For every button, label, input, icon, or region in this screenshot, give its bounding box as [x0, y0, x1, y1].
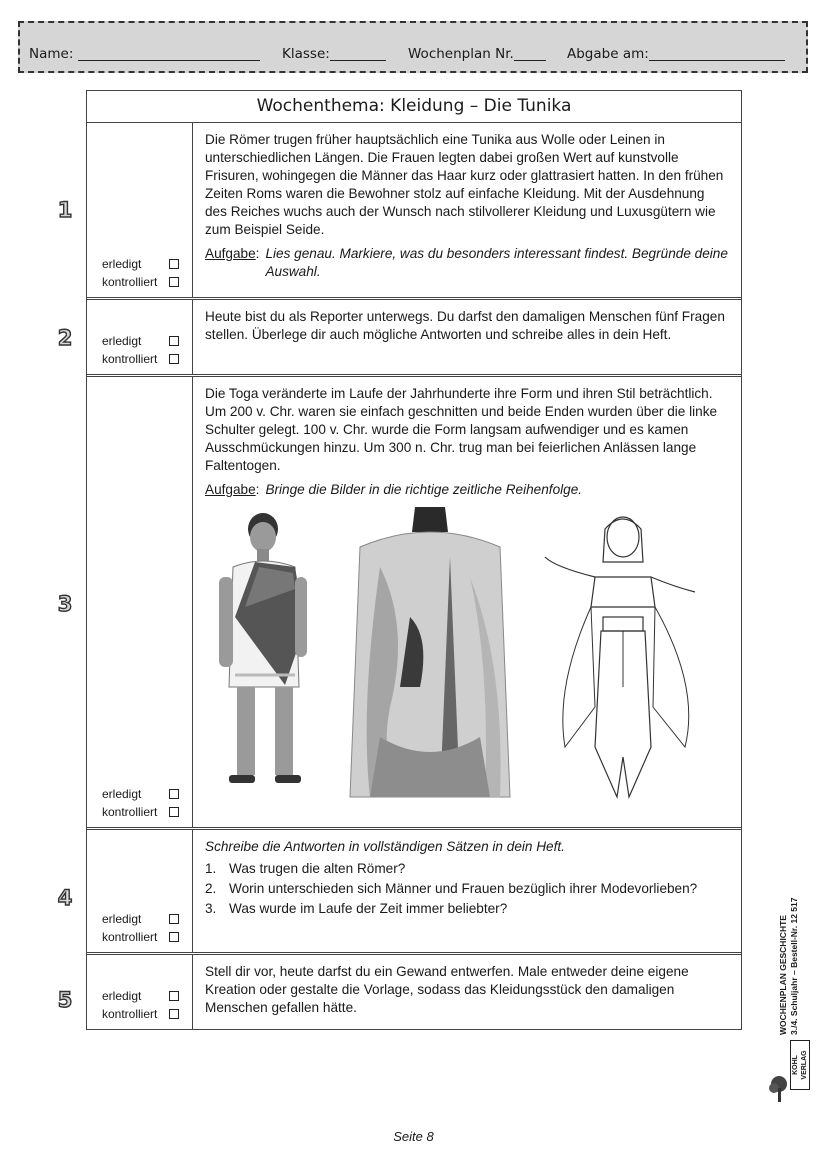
checked-checkbox[interactable] [169, 932, 179, 942]
task-text: Die Toga veränderte im Laufe der Jahrhunderte ihre Form und ihren Stil beträchtlich. Um 200 v. Chr. waren sie einfach geschnitten und beide Enden wurden über die linke Schulter gelegt. 100 v. Chr. wurde die Form langsam aufwendiger und es kamen Ausschmückungen hinzu. Um 300 n. Chr. trug man bei feierlichen Anlässen lange Faltentogen. [205, 386, 718, 473]
task-assignment: Aufgabe : Bringe die Bilder in die richtige zeitliche Reihenfolge. [205, 482, 583, 497]
draped-toga-image [340, 507, 520, 807]
due-date-field[interactable] [649, 60, 785, 61]
checked-checkbox[interactable] [169, 1009, 179, 1019]
side-info [758, 845, 818, 1035]
page-number: Seite 8 [393, 1129, 434, 1144]
publisher-logo [768, 1040, 808, 1105]
egyptian-woman-image [535, 507, 715, 807]
checked-label: kontrolliert [102, 805, 158, 819]
class-label: Klasse: [282, 46, 330, 62]
checked-label: kontrolliert [102, 352, 158, 366]
task-row-4 [87, 827, 741, 952]
publisher-name: KOHL VERLAG [790, 1040, 810, 1090]
plan-number-label: Wochenplan Nr. [408, 46, 514, 62]
row-number-1: 1 [57, 198, 73, 222]
done-checkbox[interactable] [169, 336, 179, 346]
checked-checkbox[interactable] [169, 354, 179, 364]
order-number: 3./4. Schuljahr – Bestell-Nr. 12 517 [789, 897, 799, 1035]
checked-label: kontrolliert [102, 275, 158, 289]
status-checkboxes [102, 785, 179, 821]
task-row-1 [87, 123, 741, 297]
task-row-5 [87, 952, 741, 1029]
status-cell [87, 955, 193, 1029]
task-content [193, 377, 741, 827]
row-number-5: 5 [57, 988, 73, 1012]
done-checkbox[interactable] [169, 259, 179, 269]
name-label: Name: [29, 46, 74, 62]
task-label: Aufgabe [205, 246, 256, 261]
status-cell [87, 300, 193, 374]
done-label: erledigt [102, 989, 142, 1003]
status-checkboxes [102, 987, 179, 1023]
done-checkbox[interactable] [169, 914, 179, 924]
task-row-3 [87, 374, 741, 827]
status-checkboxes [102, 910, 179, 946]
done-label: erledigt [102, 257, 142, 271]
task-assignment: Aufgabe : Lies genau. Markiere, was du besonders interessant findest. Begründe deine Auswahl. [205, 246, 728, 279]
status-cell [87, 123, 193, 297]
name-field[interactable] [78, 60, 260, 61]
checked-checkbox[interactable] [169, 277, 179, 287]
toga-images [205, 507, 729, 807]
question-list [205, 860, 729, 918]
checked-label: kontrolliert [102, 930, 158, 944]
list-item: 1. Was trugen die alten Römer? [205, 861, 406, 876]
list-item: 3. Was wurde im Laufe der Zeit immer beliebter? [205, 901, 508, 916]
task-content [193, 123, 741, 297]
header-bar [18, 21, 808, 73]
row-number-4: 4 [57, 886, 73, 910]
done-checkbox[interactable] [169, 789, 179, 799]
plan-title: Wochenthema: Kleidung – Die Tunika [87, 91, 741, 123]
task-instruction: Lies genau. Markiere, was du besonders interessant findest. Begründe deine Auswahl. [265, 246, 728, 279]
done-label: erledigt [102, 334, 142, 348]
side-info-text [778, 845, 800, 1035]
status-checkboxes [102, 332, 179, 368]
task-text: Stell dir vor, heute darfst du ein Gewand entwerfen. Male entweder deine eigene Kreation oder gestalte die Vorlage, sodass das Kleidungsstück den damaligen Menschen gefallen hätte. [205, 964, 689, 1015]
task-content [193, 955, 741, 1029]
task-instruction: Schreibe die Antworten in vollständigen Sätzen in dein Heft. [205, 839, 565, 854]
status-cell [87, 377, 193, 827]
roman-man-image [215, 507, 325, 807]
status-cell [87, 830, 193, 952]
series-title: WOCHENPLAN GESCHICHTE [778, 915, 788, 1035]
plan-number-field[interactable] [514, 60, 546, 61]
task-text: Heute bist du als Reporter unterwegs. Du darfst den damaligen Menschen fünf Fragen stellen. Überlege dir auch mögliche Antworten und schreibe alles in dein Heft. [205, 309, 725, 342]
task-row-2 [87, 297, 741, 374]
task-content [193, 830, 741, 952]
class-field[interactable] [330, 60, 386, 61]
done-label: erledigt [102, 912, 142, 926]
row-number-3: 3 [57, 592, 73, 616]
task-content [193, 300, 741, 374]
list-item: 2. Worin unterschieden sich Männer und Frauen bezüglich ihrer Modevorlieben? [205, 881, 698, 896]
due-date-label: Abgabe am: [567, 46, 649, 62]
task-text: Die Römer trugen früher hauptsächlich eine Tunika aus Wolle oder Leinen in unterschiedlichen Längen. Die Frauen legten dabei großen Wert auf kunstvolle Frisuren, wohingegen die Männer das Haar kurz oder glattrasiert hatten. In den frühen Zeiten Roms waren die Bewohner stolz auf einfache Kleidung. Mit der Ausdehnung des Reiches wuchs auch der Wunsch nach stilvollerer Kleidung und Luxusgütern wie zum Beispiel Seide. [205, 132, 724, 237]
checked-checkbox[interactable] [169, 807, 179, 817]
tree-icon [768, 1074, 790, 1104]
row-number-2: 2 [57, 326, 73, 350]
task-instruction: Bringe die Bilder in die richtige zeitliche Reihenfolge. [265, 482, 583, 497]
done-checkbox[interactable] [169, 991, 179, 1001]
task-label: Aufgabe [205, 482, 256, 497]
status-checkboxes [102, 255, 179, 291]
done-label: erledigt [102, 787, 142, 801]
weekly-plan-table [86, 90, 742, 1030]
checked-label: kontrolliert [102, 1007, 158, 1021]
